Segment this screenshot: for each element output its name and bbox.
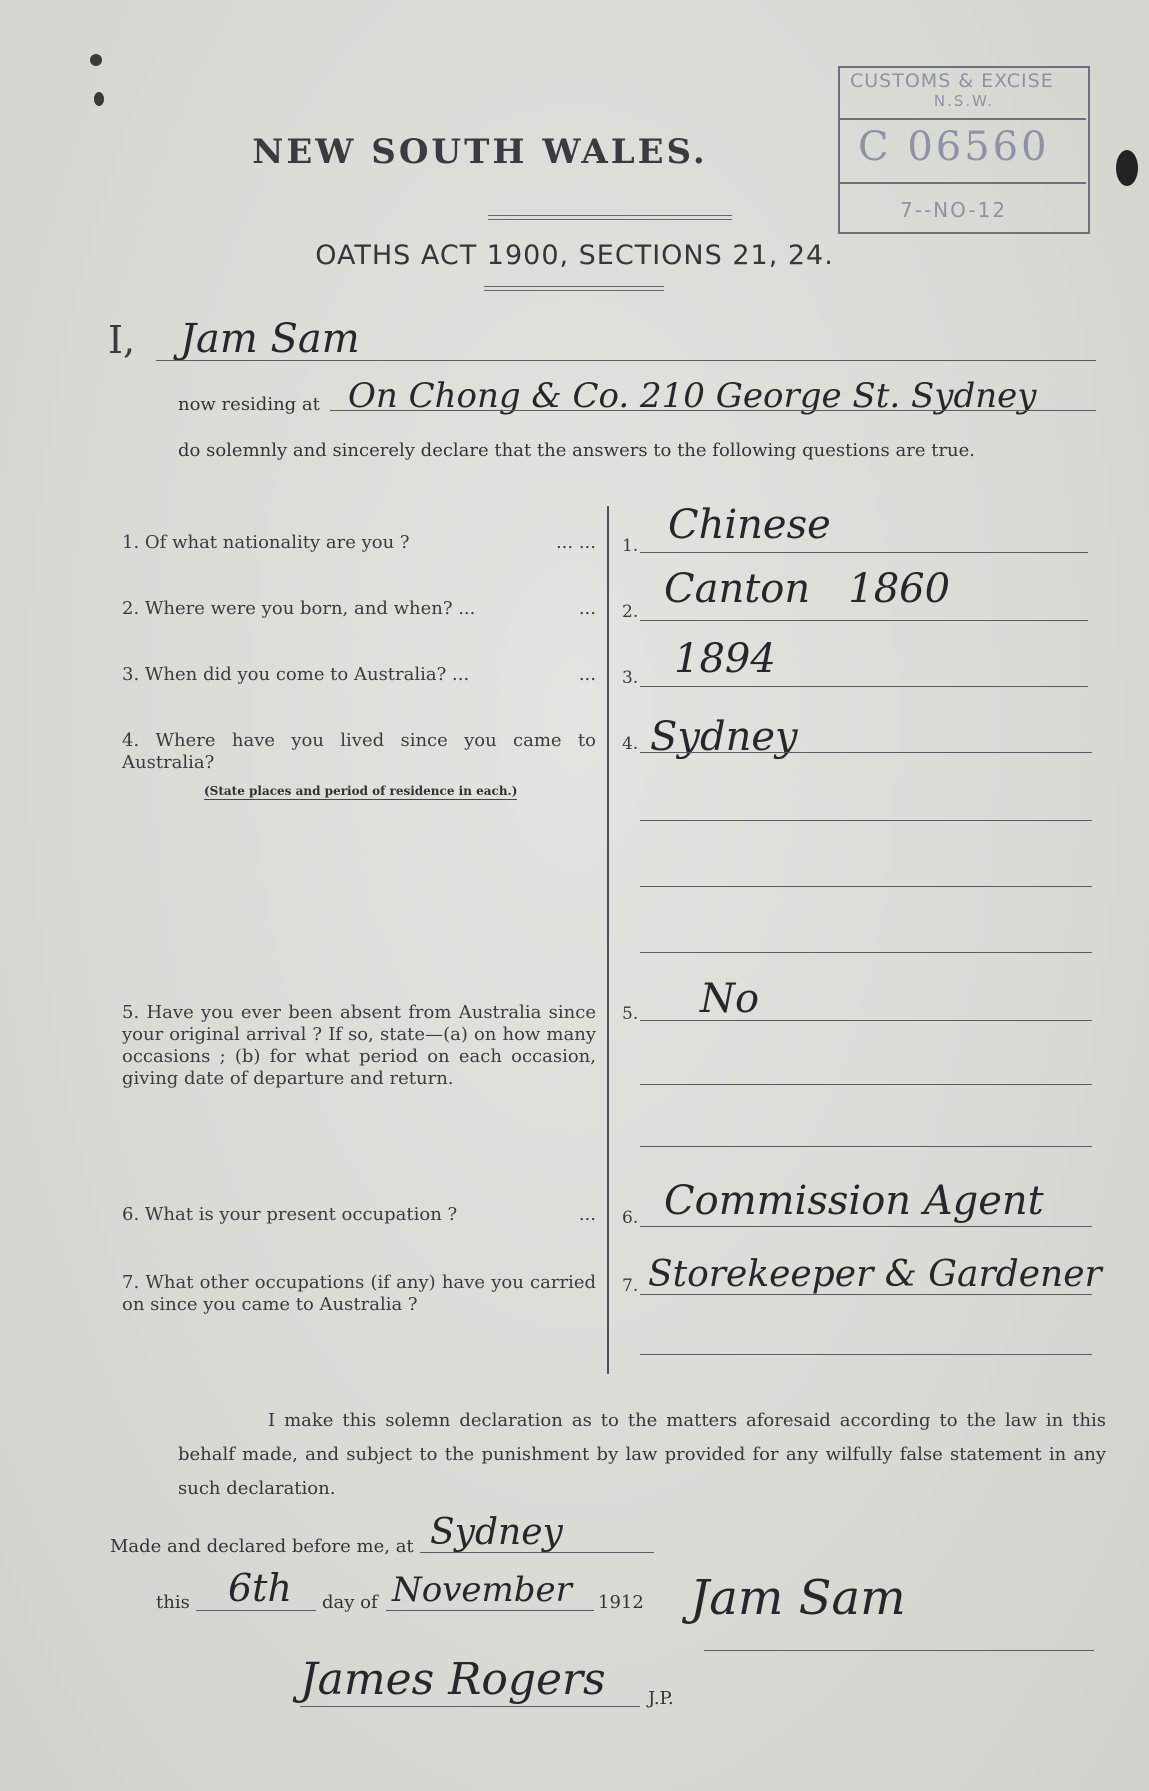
declaration-day: 6th (228, 1566, 292, 1610)
question-text: Where were you born, and when? ... (144, 598, 476, 619)
answer-arrival-year: 1894 (674, 636, 776, 682)
declare-text: do solemnly and sincerely declare that the answers to the following questions are true. (178, 440, 976, 461)
answer-number: 7. (622, 1276, 639, 1296)
question-number: 3. (122, 664, 140, 685)
question-leader: ... (578, 1204, 596, 1225)
answer-line (640, 820, 1092, 821)
answer-line (640, 952, 1092, 953)
declaration-text: I make this solemn declaration as to the matters aforesaid according to the law in this behalf made, and subject to the punishment by law provided for any wilfully false statement in any such declaration. (178, 1410, 1106, 1499)
declarant-address: On Chong & Co. 210 George St. Sydney (348, 376, 1037, 416)
stamp-line-1: CUSTOMS & EXCISE (850, 70, 1054, 92)
stamp-divider (840, 182, 1086, 184)
stamp-divider (840, 118, 1086, 120)
answer-absence: No (700, 976, 760, 1022)
this-label: this (156, 1592, 190, 1613)
answer-number: 1. (622, 536, 639, 556)
answer-line (640, 1020, 1092, 1021)
question-text: What is your present occupation ? (144, 1204, 458, 1225)
signature-line (704, 1650, 1094, 1651)
address-line (330, 410, 1096, 411)
question-4-note: (State places and period of residence in each.) (204, 784, 518, 798)
question-number: 2. (122, 598, 140, 619)
declaration-year: 1912 (598, 1592, 644, 1613)
answer-line (640, 686, 1088, 687)
punch-hole-mark (90, 54, 102, 66)
made-declared-label: Made and declared before me, at (110, 1536, 414, 1557)
question-6 (122, 1204, 596, 1226)
question-text: Of what nationality are you ? (144, 532, 410, 553)
question-number: 7. (122, 1272, 140, 1293)
question-leader: ... ... (555, 532, 596, 553)
question-text: What other occupations (if any) have you carried on since you came to Australia ? (122, 1272, 596, 1315)
answer-residence: Sydney (650, 714, 798, 760)
question-number: 1. (122, 532, 140, 553)
question-1 (122, 532, 596, 554)
question-5 (122, 1002, 596, 1090)
answer-line (640, 1294, 1092, 1295)
answer-line (640, 1084, 1092, 1085)
title-rule (488, 215, 732, 220)
answer-number: 2. (622, 602, 639, 622)
question-number: 5. (122, 1002, 140, 1023)
jp-signature-line (300, 1706, 640, 1707)
jp-label: J.P. (648, 1688, 674, 1709)
answer-occupation: Commission Agent (664, 1178, 1044, 1224)
jp-signature: James Rogers (300, 1654, 606, 1705)
residing-label: now residing at (178, 394, 320, 415)
answer-number: 4. (622, 734, 639, 754)
question-number: 6. (122, 1204, 140, 1225)
answer-birthplace: Canton 1860 (664, 566, 951, 612)
question-4 (122, 730, 596, 774)
declarant-name: Jam Sam (180, 316, 360, 362)
question-number: 4. (122, 730, 140, 751)
answer-line (640, 620, 1088, 621)
answer-line (640, 886, 1092, 887)
question-text: Where have you lived since you came to Australia? (122, 730, 596, 773)
punch-hole-mark (94, 92, 104, 106)
answer-number: 3. (622, 668, 639, 688)
column-divider (607, 506, 609, 1374)
answer-nationality: Chinese (668, 502, 831, 548)
day-of-label: day of (322, 1592, 378, 1613)
day-line (196, 1610, 316, 1611)
form-title: NEW SOUTH WALES. (252, 132, 708, 172)
answer-number: 6. (622, 1208, 639, 1228)
question-leader: ... (578, 598, 596, 619)
place-line (420, 1552, 654, 1553)
stamp-line-2: N.S.W. (933, 92, 995, 110)
answer-line (640, 752, 1092, 753)
customs-stamp (838, 66, 1090, 234)
question-2 (122, 598, 596, 620)
form-subtitle: OATHS ACT 1900, SECTIONS 21, 24. (315, 240, 834, 271)
answer-line (640, 1226, 1092, 1227)
punch-hole-mark (1116, 150, 1138, 186)
month-line (386, 1610, 594, 1611)
question-text: When did you come to Australia? ... (144, 664, 470, 685)
answer-line (640, 1146, 1092, 1147)
declaration-place: Sydney (430, 1512, 563, 1553)
answer-number: 5. (622, 1004, 639, 1024)
answer-line (640, 552, 1088, 553)
declaration-month: November (392, 1570, 572, 1610)
question-3 (122, 664, 596, 686)
question-7 (122, 1272, 596, 1316)
name-line (156, 360, 1096, 361)
declarant-signature: Jam Sam (690, 1570, 906, 1626)
question-leader: ... (578, 664, 596, 685)
question-4-note-wrap (204, 780, 517, 799)
answer-other-occupations: Storekeeper & Gardener (648, 1254, 1102, 1295)
stamp-date: 7--NO-12 (900, 198, 1008, 222)
question-text: Have you ever been absent from Australia since your original arrival ? If so, state—(a) on how many occasions ; (b) for what period on each occasion, giving date of departure and return. (122, 1002, 596, 1089)
declarant-prefix: I, (108, 318, 136, 362)
subtitle-rule (484, 286, 664, 291)
stamp-number: C 06560 (858, 124, 1050, 170)
answer-line (640, 1354, 1092, 1355)
